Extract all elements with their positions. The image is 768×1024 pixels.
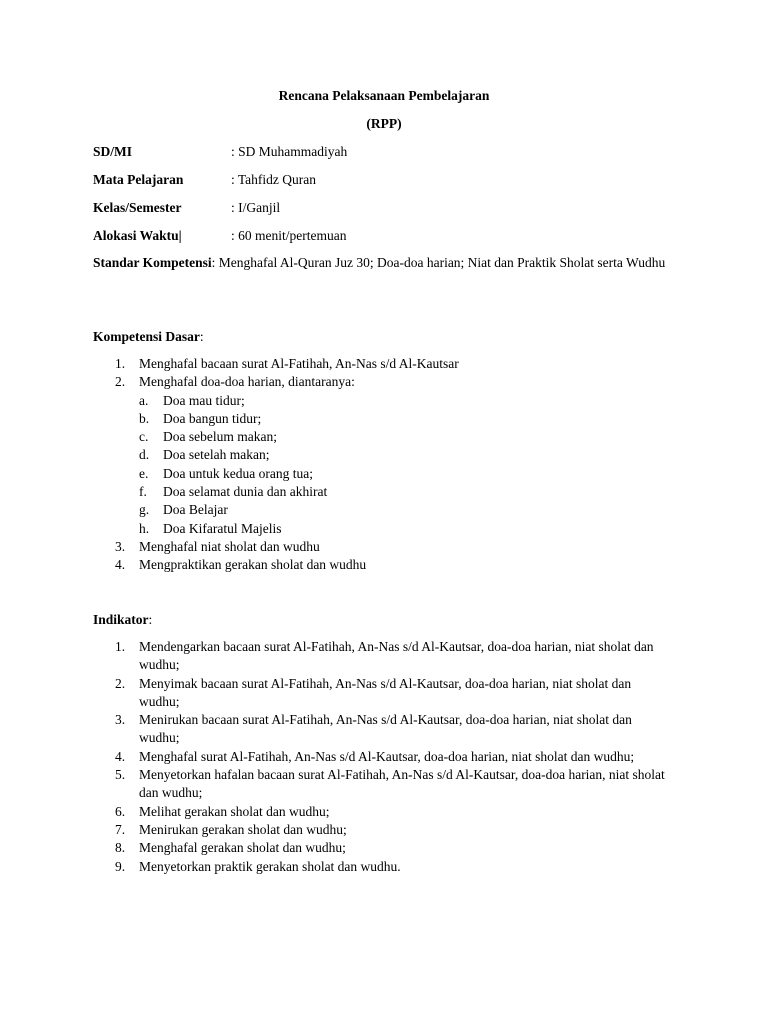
- list-number: 1.: [115, 356, 126, 371]
- list-item: [93, 711, 673, 748]
- list-text: Menghafal niat sholat dan wudhu: [139, 538, 320, 554]
- list-text: Melihat gerakan sholat dan wudhu;: [139, 803, 330, 819]
- info-label: Kelas/Semester: [93, 200, 182, 215]
- sublist-letter: g.: [139, 502, 150, 518]
- list-item: [93, 355, 673, 373]
- sublist-letter: h.: [139, 520, 150, 536]
- info-value: : Tahfidz Quran: [231, 172, 317, 187]
- info-value: : 60 menit/pertemuan: [231, 228, 347, 243]
- kompetensi-heading-text: Kompetensi Dasar: [93, 329, 200, 344]
- sublist-item: [139, 410, 673, 428]
- kompetensi-heading: [93, 329, 204, 345]
- sublist-letter: a.: [139, 392, 149, 408]
- list-number: 3.: [115, 538, 126, 554]
- sublist-item: [139, 392, 673, 410]
- info-label: SD/MI: [93, 144, 133, 159]
- info-value: : SD Muhammadiyah: [231, 144, 348, 159]
- sublist-text: Doa setelah makan;: [163, 447, 270, 463]
- list-item: [93, 766, 673, 803]
- list-item: [93, 803, 673, 821]
- list-text: Menirukan gerakan sholat dan wudhu;: [139, 821, 347, 837]
- list-text: Menghafal gerakan sholat dan wudhu;: [139, 840, 346, 856]
- sublist-item: [139, 465, 673, 483]
- list-text: Menyimak bacaan surat Al-Fatihah, An-Nas s/d Al-Kautsar, doa-doa harian, niat sholat dan wudhu;: [139, 675, 632, 709]
- sublist-letter: c.: [139, 429, 149, 445]
- sublist-letter: d.: [139, 447, 150, 463]
- list-text: Menghafal bacaan surat Al-Fatihah, An-Nas s/d Al-Kautsar: [139, 356, 459, 371]
- document-subtitle: (RPP): [366, 116, 402, 131]
- list-number: 4.: [115, 557, 126, 573]
- sublist-item: [139, 483, 673, 501]
- list-item: [93, 638, 673, 675]
- sublist-text: Doa selamat dunia dan akhirat: [163, 484, 328, 500]
- list-item: [93, 839, 673, 857]
- document-title: Rencana Pelaksanaan Pembelajaran: [278, 88, 490, 103]
- list-number: 3.: [115, 712, 126, 728]
- info-value: : I/Ganjil: [231, 200, 281, 215]
- sublist-letter: b.: [139, 410, 150, 426]
- standar-kompetensi: [93, 254, 683, 272]
- sublist-item: [139, 428, 673, 446]
- sublist-text: Doa Kifaratul Majelis: [163, 520, 282, 536]
- list-item: [93, 821, 673, 839]
- sublist-item: [139, 446, 673, 464]
- indikator-list: [93, 638, 673, 876]
- doa-sublist: [139, 392, 673, 538]
- info-row-kelas-semester: [93, 200, 693, 216]
- info-label: Mata Pelajaran: [93, 172, 184, 187]
- info-label: Alokasi Waktu|: [93, 228, 182, 243]
- sublist-text: Doa mau tidur;: [163, 392, 245, 408]
- list-item: [93, 538, 673, 556]
- list-item: [93, 675, 673, 712]
- kompetensi-list: [93, 355, 673, 575]
- sublist-text: Doa untuk kedua orang tua;: [163, 465, 313, 481]
- list-text: Mengpraktikan gerakan sholat dan wudhu: [139, 557, 367, 573]
- standar-value: : Menghafal Al-Quran Juz 30; Doa-doa harian; Niat dan Praktik Sholat serta Wudhu: [211, 255, 666, 270]
- list-item: [93, 373, 673, 538]
- list-number: 2.: [115, 675, 126, 691]
- info-row-alokasi-waktu: [93, 228, 693, 244]
- sublist-item: [139, 501, 673, 519]
- list-text: Menghafal doa-doa harian, diantaranya:: [139, 374, 355, 390]
- sublist-letter: f.: [139, 484, 147, 500]
- list-item: [93, 858, 673, 876]
- list-number: 6.: [115, 803, 126, 819]
- list-number: 2.: [115, 374, 126, 390]
- info-row-mata-pelajaran: [93, 172, 693, 188]
- list-number: 8.: [115, 840, 126, 856]
- list-text: Menyetorkan praktik gerakan sholat dan wudhu.: [139, 858, 401, 874]
- sublist-item: [139, 520, 673, 538]
- list-number: 4.: [115, 748, 126, 764]
- indikator-heading-colon: :: [148, 612, 153, 627]
- list-text: Menyetorkan hafalan bacaan surat Al-Fatihah, An-Nas s/d Al-Kautsar, doa-doa harian, niat sholat dan wudhu;: [139, 767, 665, 801]
- indikator-heading: [93, 612, 152, 628]
- list-item: [93, 748, 673, 766]
- sublist-letter: e.: [139, 465, 149, 481]
- list-number: 9.: [115, 858, 126, 874]
- indikator-heading-text: Indikator: [93, 612, 149, 627]
- list-text: Menghafal surat Al-Fatihah, An-Nas s/d Al-Kautsar, doa-doa harian, niat sholat dan wudhu;: [139, 748, 635, 764]
- kompetensi-heading-colon: :: [199, 329, 204, 344]
- list-text: Menirukan bacaan surat Al-Fatihah, An-Nas s/d Al-Kautsar, doa-doa harian, niat sholat dan wudhu;: [139, 712, 632, 746]
- info-row-sdmi: [93, 144, 693, 160]
- list-item: [93, 556, 673, 574]
- list-number: 5.: [115, 767, 126, 783]
- sublist-text: Doa bangun tidur;: [163, 410, 262, 426]
- list-number: 1.: [115, 639, 126, 654]
- sublist-text: Doa Belajar: [163, 502, 228, 518]
- list-text: Mendengarkan bacaan surat Al-Fatihah, An-Nas s/d Al-Kautsar, doa-doa harian, niat sholat dan wudhu;: [139, 639, 654, 673]
- sublist-text: Doa sebelum makan;: [163, 429, 277, 445]
- standar-label: Standar Kompetensi: [93, 255, 212, 270]
- list-number: 7.: [115, 821, 126, 837]
